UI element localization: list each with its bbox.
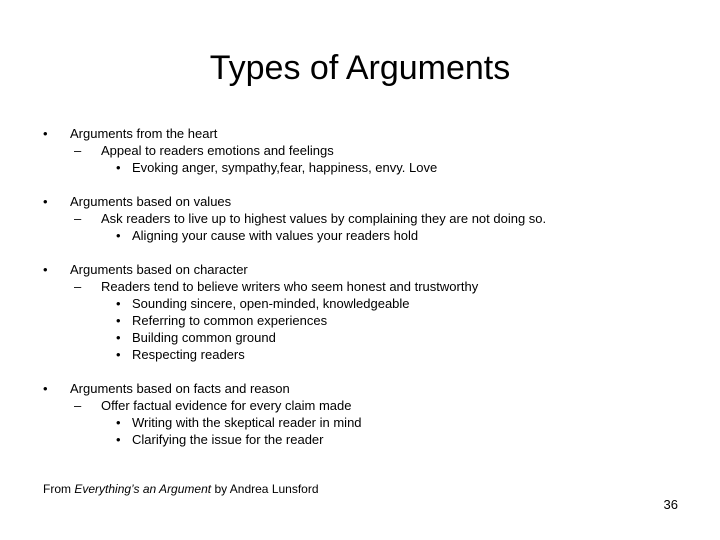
bullet-marker: • (43, 262, 48, 277)
bullet-marker: • (116, 432, 121, 447)
bullet-marker: • (116, 330, 121, 345)
bullet-marker: • (116, 228, 121, 243)
source-prefix: From (43, 482, 71, 496)
dash-marker: – (74, 143, 82, 158)
source-book-title: Everything’s an Argument (74, 482, 212, 496)
source-author: by Andrea Lunsford (214, 482, 319, 496)
bullet-marker: • (43, 194, 48, 209)
page-number: 36 (663, 497, 678, 512)
dash-marker: – (74, 279, 82, 294)
dash-marker: – (74, 398, 82, 413)
bullet-marker: • (116, 160, 121, 175)
bullet-marker: • (116, 296, 121, 311)
slide-title: Types of Arguments (209, 49, 511, 87)
dash-marker: – (74, 211, 82, 226)
bullet-marker: • (116, 347, 121, 362)
slide: Types of Arguments • Arguments from the heart – Appeal to readers emotions and feelings • Evoking anger, sympathy,fear, happiness, envy. Love • Arguments based on values – Ask readers to live up to highest values by complaining they are not doing so. • Aligning your cause with values your readers hold • Arguments based on character – Readers tend to believe writers who seem honest and trustworthy • Sounding sincere, open-minded, knowledgeable • Referring to common experiences • Building common ground • Respecting readers • Arguments based on facts and reason – Offer factual evidence for every claim made • Writing with the skeptical reader in mind • Clarifying the issue for the reader From Everything’s an Argument by Andrea Lunsford 36 (0, 0, 720, 540)
source-citation (43, 482, 319, 497)
bullet-marker: • (43, 126, 48, 141)
bullet-marker: • (43, 381, 48, 396)
bullet-marker: • (116, 313, 121, 328)
bullet-marker: • (116, 415, 121, 430)
